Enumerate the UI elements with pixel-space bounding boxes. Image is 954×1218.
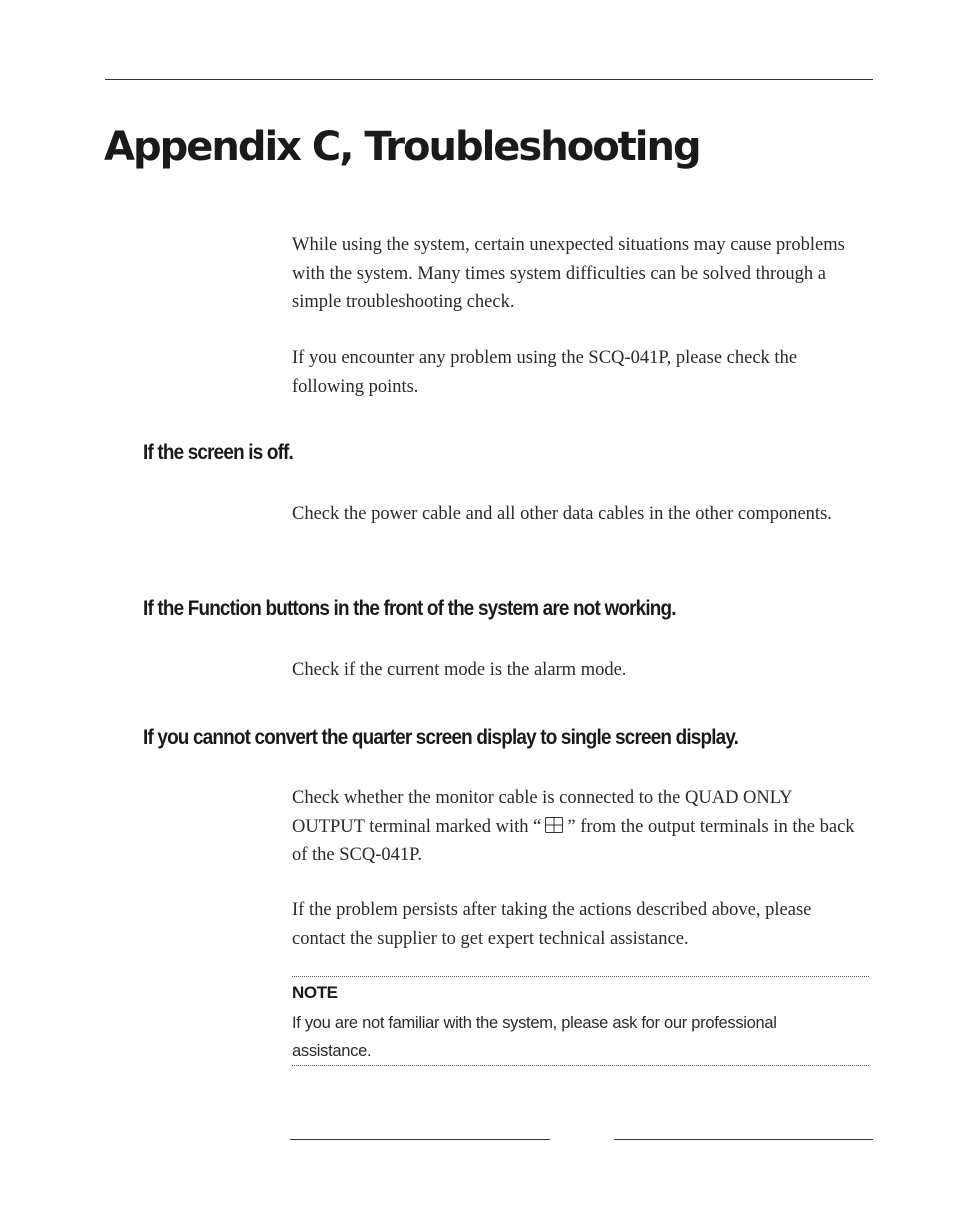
top-rule	[105, 79, 873, 80]
note-text: If you are not familiar with the system, please ask for our professional assistance.	[292, 1014, 777, 1060]
quarter-screen-text-start: Check whether the monitor cable is connected to the QUAD ONLY OUTPUT terminal marked with “	[292, 788, 792, 837]
quarter-screen-text-end: ” from the output terminals in the back of the SCQ-041P.	[292, 816, 855, 865]
section-body-function-buttons: Check if the current mode is the alarm mode.	[292, 660, 627, 680]
bottom-rule-left	[290, 1139, 550, 1140]
intro-paragraph-2: If you encounter any problem using the SCQ-041P, please check the following points.	[292, 348, 798, 397]
intro-paragraph-1: While using the system, certain unexpected situations may cause problems with the system. Many times system difficulties can be solved through a simple troubleshooting check.	[292, 235, 845, 312]
page-title: Appendix C, Troubleshooting	[104, 124, 700, 170]
note-box	[292, 976, 869, 1066]
note-label: NOTE	[292, 983, 338, 1002]
section-heading-quarter-screen: If you cannot convert the quarter screen display to single screen display.	[143, 726, 739, 749]
section-body-screen-off: Check the power cable and all other data cables in the other components.	[292, 504, 832, 524]
followup-paragraph: If the problem persists after taking the actions described above, please contact the supplier to get expert technical assistance.	[292, 900, 812, 949]
quad-screen-icon	[545, 814, 563, 830]
section-heading-function-buttons: If the Function buttons in the front of the system are not working.	[143, 597, 676, 620]
section-heading-screen-off: If the screen is off.	[143, 441, 293, 464]
section-body-quarter-screen	[292, 784, 867, 870]
bottom-rule-right	[614, 1139, 873, 1140]
